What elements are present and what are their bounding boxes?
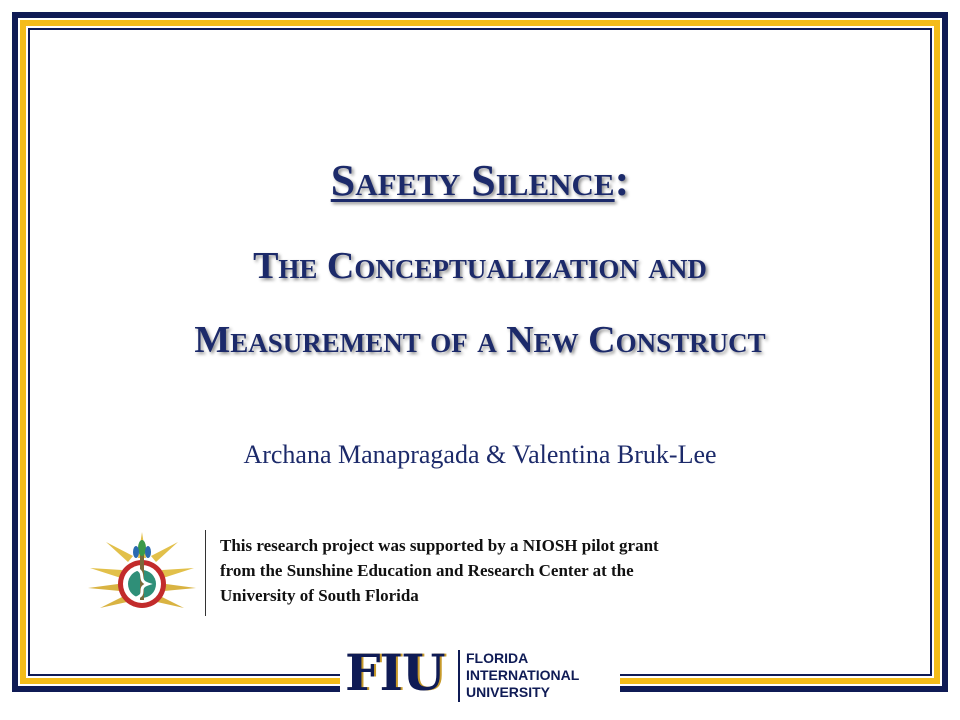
- grant-divider: [205, 530, 206, 616]
- fiu-logo-letters: FIU: [345, 643, 445, 702]
- grant-statement: [220, 533, 870, 608]
- grant-line-2: from the Sunshine Education and Research Center at the: [220, 561, 634, 580]
- fiu-name-line1: FLORIDA: [466, 650, 529, 666]
- fiu-logo-name: [466, 650, 579, 701]
- slide-subtitle-line1: The Conceptualization and: [253, 245, 707, 287]
- slide-subtitle-line2: Measurement of a New Construct: [194, 319, 766, 361]
- sunshine-erc-logo-icon: [86, 528, 198, 618]
- fiu-logo-divider: [458, 650, 460, 702]
- slide-title-text: Safety Silence: [330, 156, 615, 205]
- grant-line-3: University of South Florida: [220, 586, 419, 605]
- slide-title-colon: :: [614, 156, 630, 205]
- authors-line: Archana Manapragada & Valentina Bruk-Lee: [243, 440, 717, 469]
- grant-line-1: This research project was supported by a NIOSH pilot grant: [220, 536, 659, 555]
- fiu-name-line2: INTERNATIONAL: [466, 667, 580, 683]
- slide-title: [0, 155, 960, 206]
- fiu-name-line3: UNIVERSITY: [466, 684, 551, 700]
